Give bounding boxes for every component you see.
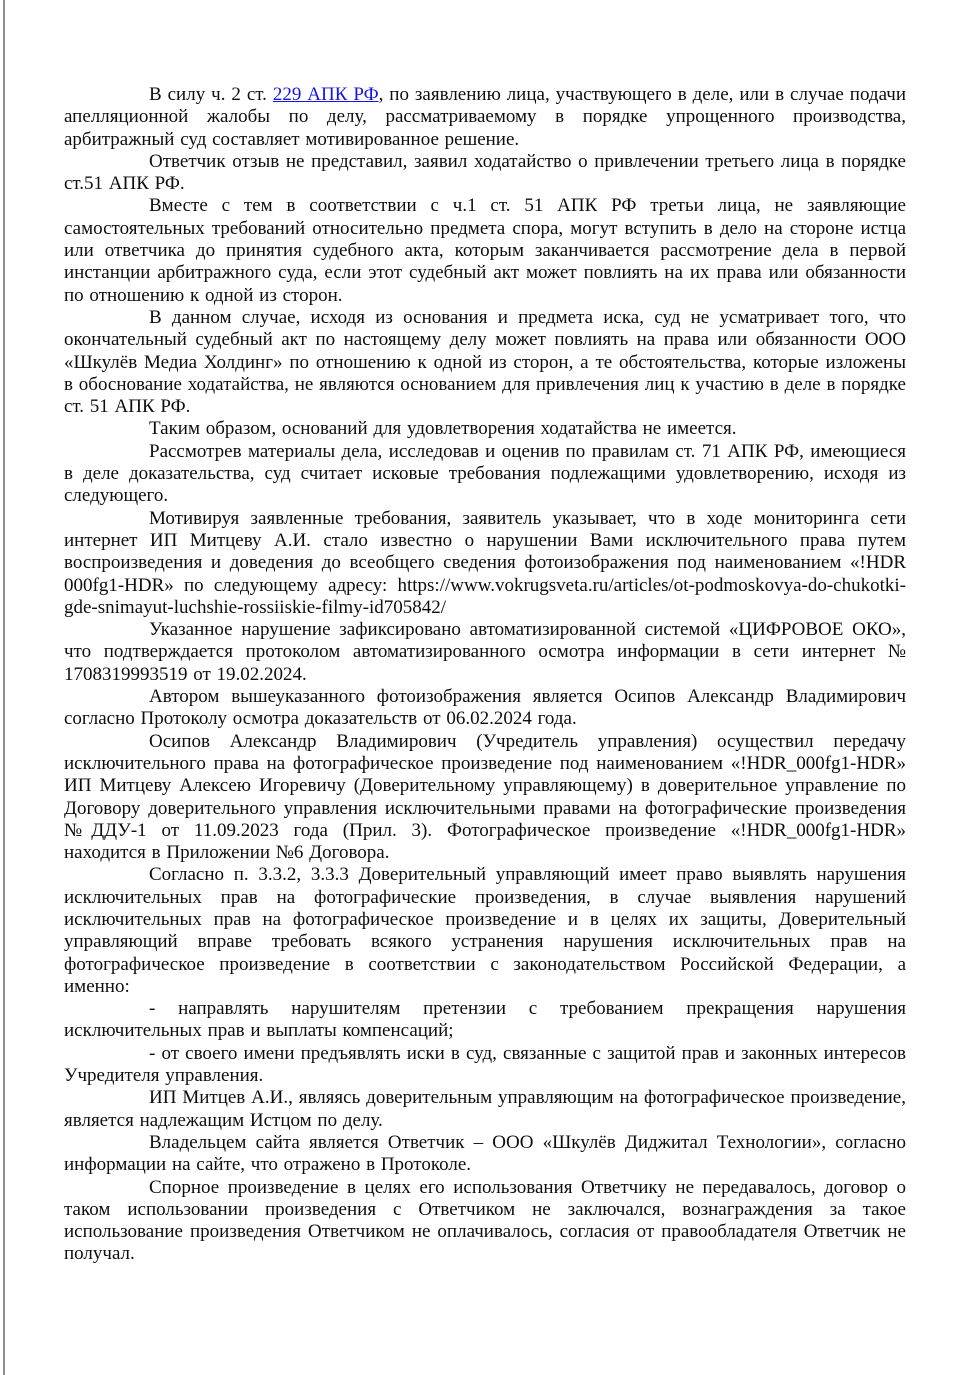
paragraph: Ответчик отзыв не представил, заявил ходатайство о привлечении третьего лица в порядке ст.51 АПК РФ. [64,150,906,195]
paragraph-text: В силу ч. 2 ст. [149,84,273,105]
paragraph [64,84,906,151]
paragraph: Осипов Александр Владимирович (Учредитель управления) осуществил передачу исключительного права на фотографическое произведение под наименованием «!HDR_000fg1-HDR» ИП Митцеву Алексею Игоревичу (Доверительному управляющему) в доверительное управление по Договору доверительного управления исключительными правами на фотографические произведения №ДДУ-1 от 11.09.2023 года (Прил. 3). Фотографическое произведение «!HDR_000fg1-HDR» находится в Приложении №6 Договора. [64,730,906,864]
paragraph: В данном случае, исходя из основания и предмета иска, суд не усматривает того, что окончательный судебный акт по настоящему делу может повлиять на права или обязанности ООО «Шкулёв Медиа Холдинг» по отношению к одной из сторон, а те обстоятельства, которые изложены в обоснование ходатайства, не являются основанием для привлечения лиц к участию в деле в порядке ст. 51 АПК РФ. [64,306,906,418]
paragraph: Согласно п. 3.3.2, 3.3.3 Доверительный управляющий имеет право выявлять нарушения исключительных прав на фотографические произведения, в случае выявления нарушений исключительных прав на фотографическое произведение и в целях их защиты, Доверительный управляющий вправе требовать всякого устранения нарушения исключительных прав на фотографическое произведение в соответствии с законодательством Российской Федерации, а именно: [64,864,906,997]
paragraph: Вместе с тем в соответствии с ч.1 ст. 51 АПК РФ третьи лица, не заявляющие самостоятельных требований относительно предмета спора, могут вступить в дело на стороне истца или ответчика до принятия судебного акта, которым заканчивается рассмотрение дела в первой инстанции арбитражного суда, если этот судебный акт может повлиять на их права или обязанности по отношению к одной из сторон. [64,195,906,306]
paragraph: ИП Митцев А.И., являясь доверительным управляющим на фотографическое произведение, является надлежащим Истцом по делу. [64,1087,906,1131]
paragraph: Спорное произведение в целях его использования Ответчику не передавалось, договор о таком использовании произведения с Ответчиком не заключался, вознаграждения за такое использование произведения Ответчиком не оплачивалось, согласия от правообладателя Ответчик не получал. [64,1176,906,1265]
paragraph: Указанное нарушение зафиксировано автоматизированной системой «ЦИФРОВОЕ ОКО», что подтверждается протоколом автоматизированного осмотра информации в сети интернет № 1708319993519 от 19.02.2024. [64,619,906,685]
paragraph: Автором вышеуказанного фотоизображения является Осипов Александр Владимирович согласно Протоколу осмотра доказательств от 06.02.2024 года. [64,686,906,730]
paragraph-text: , по заявлению лица, участвующего в деле, или в случае подачи апелляционной жалобы по делу, рассматриваемому в порядке упрощенного производства, арбитражный суд составляет мотивированное решение. [64,84,906,150]
paragraph-bullet: - направлять нарушителям претензии с требованием прекращения нарушения исключительных прав и выплаты компенсаций; [64,998,906,1042]
document-body [64,84,906,1266]
paragraph: Таким образом, оснований для удовлетворения ходатайства не имеется. [149,418,737,440]
page-left-border-line [3,0,5,1375]
paragraph: Мотивируя заявленные требования, заявитель указывает, что в ходе мониторинга сети интернет ИП Митцеву А.И. стало известно о нарушении Вами исключительного права путем воспроизведения и доведения до всеобщего сведения фотоизображения под наименованием «!HDR 000fg1-HDR» по следующему адресу: https://www.vokrugsveta.ru/articles/ot-podmoskovya-do-chukotki-gde-snimayut-luchshie-rossiiskie-filmy-id705842/ [64,507,906,618]
paragraph-bullet: - от своего имени предъявлять иски в суд, связанные с защитой прав и законных интересов Учредителя управления. [64,1042,906,1087]
link-229-apk-rf[interactable]: 229 АПК РФ [272,84,379,105]
paragraph: Владельцем сайта является Ответчик – ООО «Шкулёв Диджитал Технологии», согласно информации на сайте, что отражено в Протоколе. [64,1131,906,1176]
paragraph: Рассмотрев материалы дела, исследовав и оценив по правилам ст. 71 АПК РФ, имеющиеся в деле доказательства, суд считает исковые требования подлежащими удовлетворению, исходя из следующего. [64,440,906,507]
